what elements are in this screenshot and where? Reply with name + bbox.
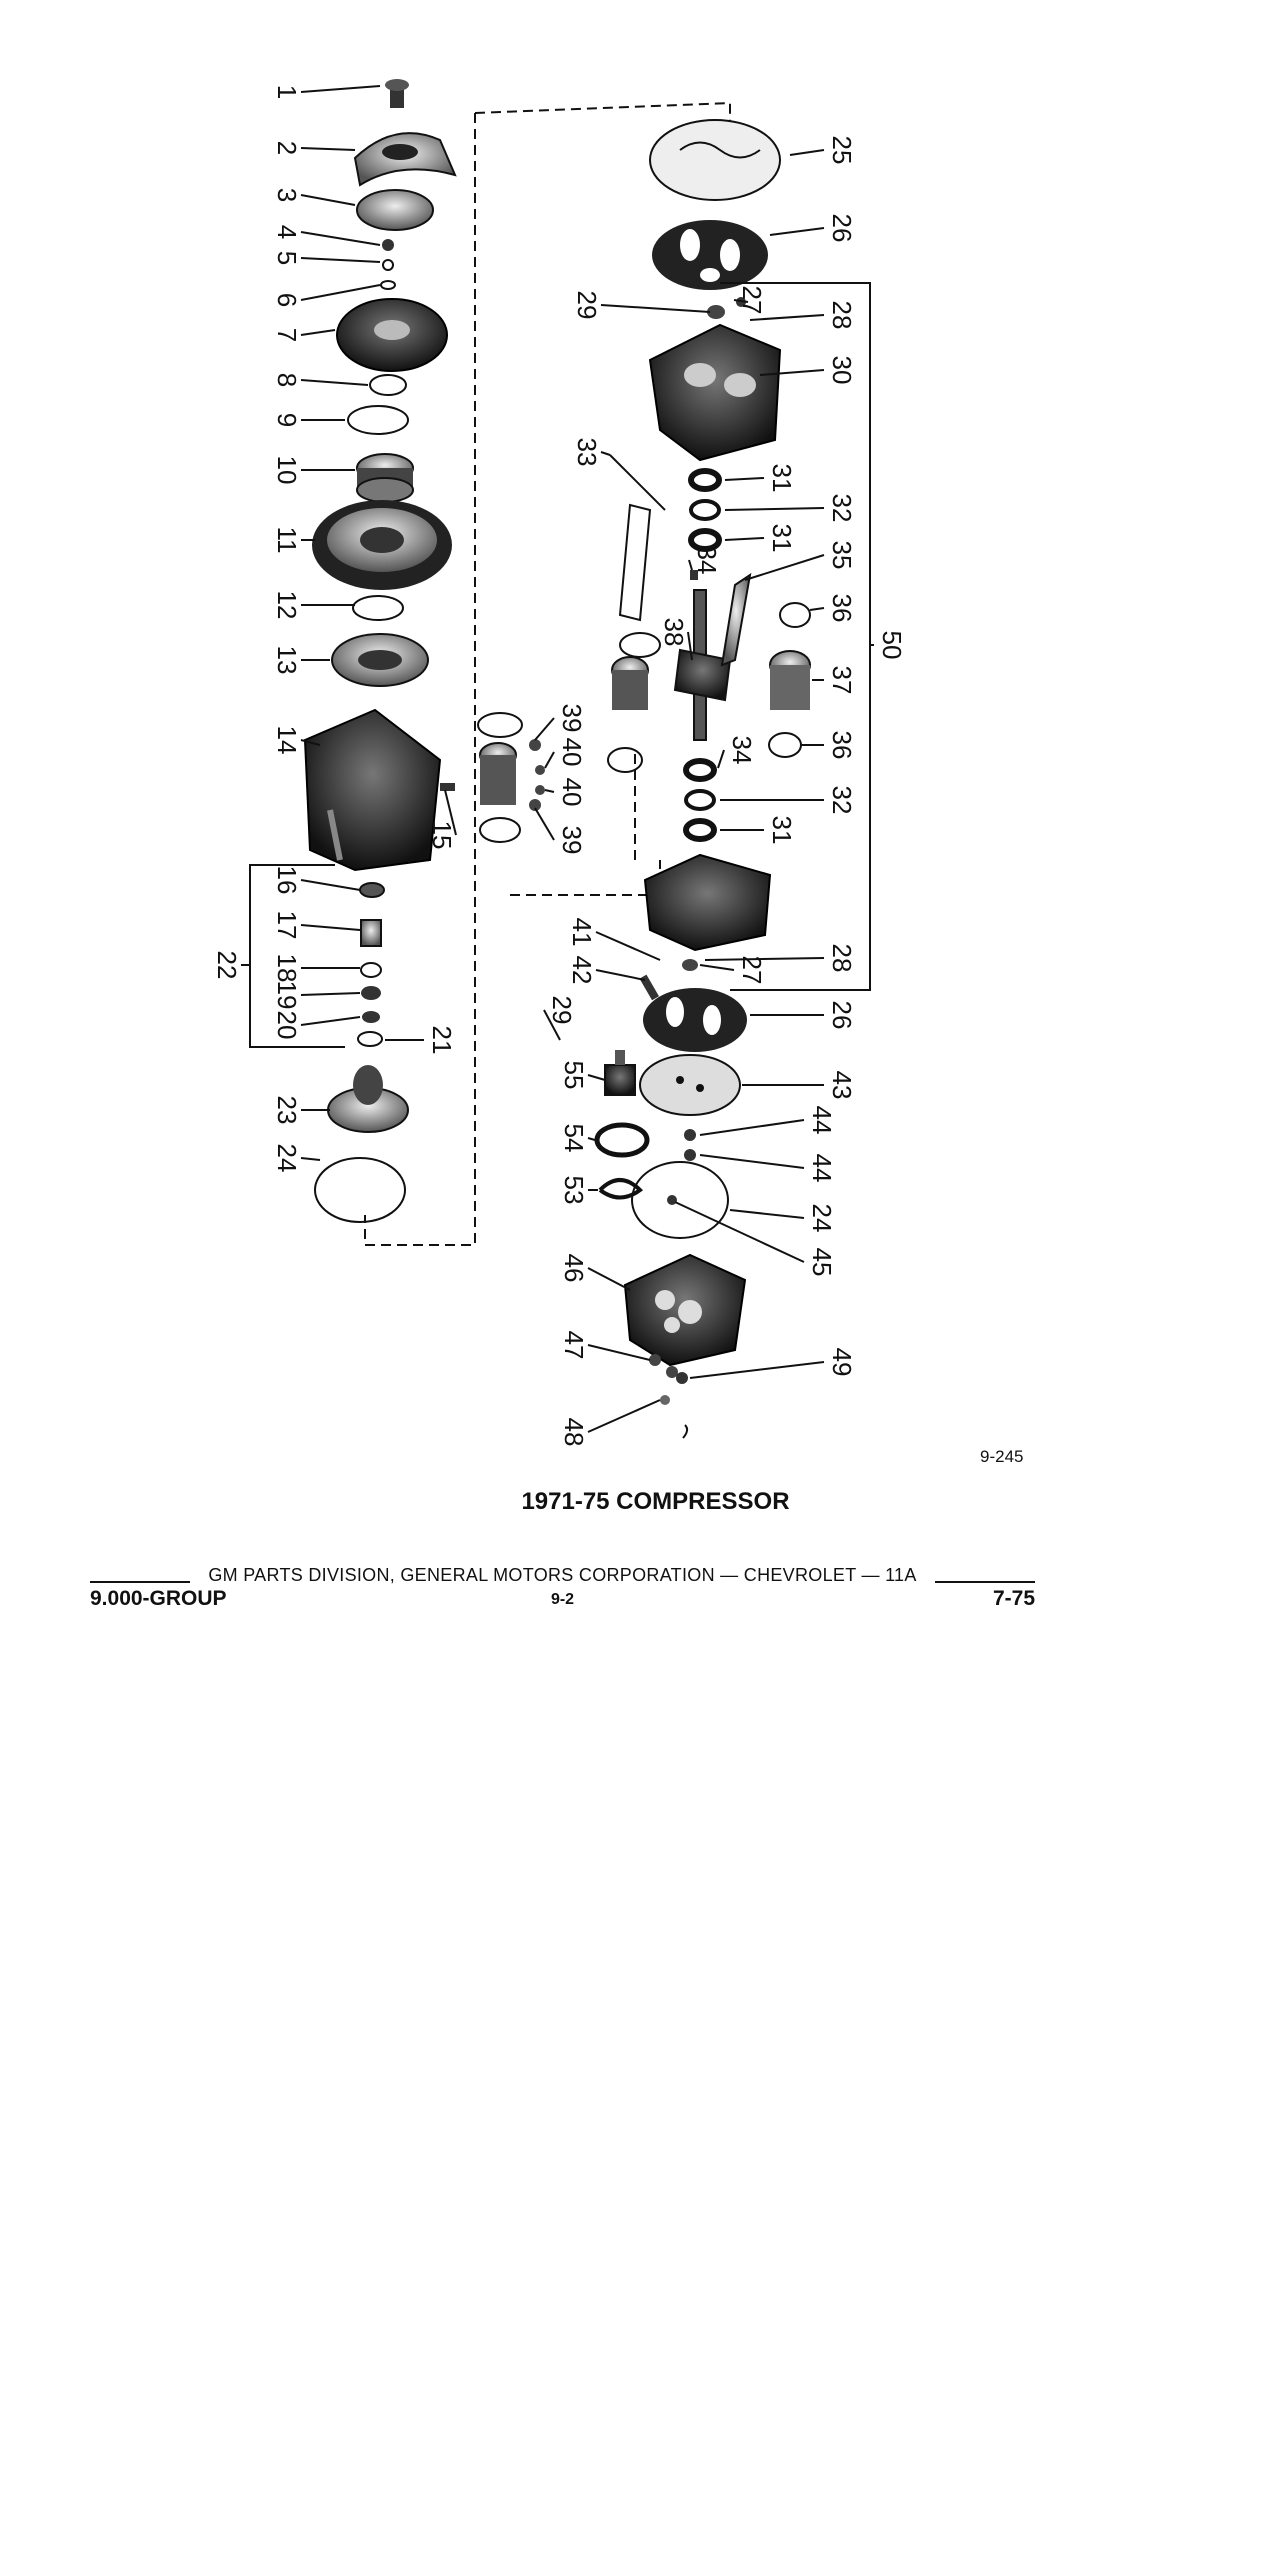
leader-48 xyxy=(588,1400,660,1432)
leader-20 xyxy=(301,1017,360,1025)
callout-43: 43 xyxy=(827,1070,858,1100)
leader-55 xyxy=(588,1075,605,1080)
callout-25: 25 xyxy=(827,135,858,165)
part-37-piston xyxy=(770,651,810,710)
leader-42 xyxy=(596,970,645,980)
leader-46 xyxy=(588,1268,630,1290)
callout-39: 39 xyxy=(557,825,588,855)
part-42-pin xyxy=(640,975,659,1001)
page-footer xyxy=(90,1565,1035,1615)
part-16-seal xyxy=(360,883,384,897)
leader-31 xyxy=(725,478,764,480)
leader-3 xyxy=(301,195,355,205)
callout-49: 49 xyxy=(827,1347,858,1377)
part-12-ring xyxy=(353,596,403,620)
callout-28: 28 xyxy=(827,300,858,330)
callout-27: 27 xyxy=(737,285,768,315)
part-32-washer-b xyxy=(686,791,714,809)
leader-34 xyxy=(718,750,724,768)
callout-20: 20 xyxy=(272,1010,303,1040)
part-32-washer xyxy=(691,501,719,519)
part-25-valve-plate xyxy=(650,120,780,200)
callout-24: 24 xyxy=(807,1203,838,1233)
part-36-ring xyxy=(780,603,810,627)
part-47-fitting xyxy=(649,1354,661,1366)
part-24-o-ring xyxy=(315,1158,405,1222)
part-43-discharge-plate xyxy=(640,1055,740,1115)
part-26-gasket xyxy=(652,220,768,290)
callout-38: 38 xyxy=(659,617,690,647)
leader-2 xyxy=(301,148,355,150)
callout-5: 5 xyxy=(272,250,303,266)
part-29-valve-b xyxy=(682,959,698,971)
callout-36: 36 xyxy=(827,593,858,623)
leader-49 xyxy=(690,1362,824,1378)
part-2-hub xyxy=(355,133,455,185)
callout-19: 19 xyxy=(272,980,303,1010)
callout-1: 1 xyxy=(272,84,303,100)
part-8-ring xyxy=(370,375,406,395)
leader-31 xyxy=(725,538,764,540)
part-36-ring-b xyxy=(769,733,801,757)
leader-40 xyxy=(545,752,554,768)
part-33-spring xyxy=(620,505,650,620)
part-17-sleeve xyxy=(361,920,381,946)
callout-32: 32 xyxy=(827,785,858,815)
callout-54: 54 xyxy=(559,1123,590,1153)
callout-40: 40 xyxy=(557,737,588,767)
part-15-fitting xyxy=(440,783,455,791)
callout-31: 31 xyxy=(767,815,798,845)
callout-31: 31 xyxy=(767,463,798,493)
callout-28: 28 xyxy=(827,943,858,973)
leader-36 xyxy=(810,608,824,610)
part-18-ring xyxy=(361,963,381,977)
part-47-fitting-b xyxy=(666,1366,678,1378)
leader-4 xyxy=(301,232,380,245)
part-31-washer-c xyxy=(686,761,714,779)
footer-group: 9.000-GROUP xyxy=(90,1587,227,1610)
leader-26 xyxy=(770,228,824,235)
callout-37: 37 xyxy=(827,665,858,695)
bracket-line-33 xyxy=(610,455,665,510)
callout-26: 26 xyxy=(827,213,858,243)
figure-id: 9-245 xyxy=(980,1447,1024,1466)
part-5-washer xyxy=(383,260,393,270)
leader-25 xyxy=(790,150,824,155)
callout-15: 15 xyxy=(427,820,458,850)
footer-page-number: 9-2 xyxy=(550,1591,575,1608)
figure-caption: 1971-75 COMPRESSOR xyxy=(521,1488,790,1515)
callout-11: 11 xyxy=(272,526,303,554)
part-24-o-ring-b xyxy=(632,1162,728,1238)
callout-39: 39 xyxy=(557,703,588,733)
leader-35 xyxy=(745,555,824,580)
leader-1 xyxy=(301,86,380,92)
callout-12: 12 xyxy=(272,590,303,620)
part-1-bolt xyxy=(385,79,409,108)
callout-3: 3 xyxy=(272,187,303,203)
callout-36: 36 xyxy=(827,730,858,760)
left-piston-assembly xyxy=(608,633,660,772)
callout-48: 48 xyxy=(559,1417,590,1447)
callout-44: 44 xyxy=(807,1153,838,1183)
callout-40: 40 xyxy=(557,777,588,807)
callout-21: 21 xyxy=(427,1025,458,1055)
part-30-cylinder xyxy=(650,325,780,460)
callout-18: 18 xyxy=(272,953,303,983)
callout-24: 24 xyxy=(272,1143,303,1173)
callout-50: 50 xyxy=(877,630,908,660)
leader-44 xyxy=(700,1120,804,1135)
piston-39-40-assembly xyxy=(478,713,545,842)
leader-27 xyxy=(700,965,734,970)
leader-41 xyxy=(596,932,660,960)
part-48-fitting xyxy=(660,1395,670,1405)
callout-30: 30 xyxy=(827,355,858,385)
callout-2: 2 xyxy=(272,140,303,156)
callout-26: 26 xyxy=(827,1000,858,1030)
callout-23: 23 xyxy=(272,1095,303,1125)
part-45-valve xyxy=(667,1195,677,1205)
leader-7 xyxy=(301,330,335,335)
leader-34 xyxy=(689,560,692,570)
callout-29: 29 xyxy=(547,995,578,1025)
callout-45: 45 xyxy=(807,1247,838,1277)
part-23-seal-plate xyxy=(328,1065,408,1132)
callout-31: 31 xyxy=(767,523,798,553)
part-46-head xyxy=(625,1255,745,1365)
footer-rule-right xyxy=(935,1581,1035,1583)
part-21-ring xyxy=(358,1032,382,1046)
part-4-nut xyxy=(382,239,394,251)
part-14-shell xyxy=(305,710,440,870)
part-20-seal xyxy=(362,1011,380,1023)
leader-40 xyxy=(545,790,554,792)
callout-55: 55 xyxy=(559,1060,590,1090)
part-3-plate xyxy=(357,190,433,230)
callout-41: 41 xyxy=(567,917,598,947)
callout-9: 9 xyxy=(272,412,303,428)
callout-42: 42 xyxy=(567,955,598,985)
callout-10: 10 xyxy=(272,455,303,485)
callout-27: 27 xyxy=(737,955,768,985)
part-44-fitting xyxy=(684,1129,696,1141)
leader-19 xyxy=(301,993,360,995)
callout-34: 34 xyxy=(692,545,723,575)
leader-39 xyxy=(535,718,554,740)
callout-34: 34 xyxy=(727,735,758,765)
part-7-pulley xyxy=(337,299,447,371)
part-54-ring xyxy=(597,1125,647,1155)
part-31-washer-d xyxy=(686,821,714,839)
part-11-coil-pulley xyxy=(312,500,452,590)
leader-28 xyxy=(750,315,824,320)
leader-24 xyxy=(301,1158,320,1160)
part-55-pressure-switch xyxy=(605,1050,635,1095)
callout-13: 13 xyxy=(272,645,303,675)
part-26-gasket-b xyxy=(643,988,747,1052)
lower-cylinder xyxy=(645,855,770,950)
callout-44: 44 xyxy=(807,1105,838,1135)
callout-4: 4 xyxy=(272,224,303,240)
leader-39 xyxy=(535,808,554,840)
part-44-fitting-b xyxy=(684,1149,696,1161)
callout-53: 53 xyxy=(559,1175,590,1205)
callout-6: 6 xyxy=(272,292,303,308)
callout-16: 16 xyxy=(272,865,303,895)
callout-8: 8 xyxy=(272,372,303,388)
part-10-bearing xyxy=(357,454,413,502)
callout-32: 32 xyxy=(827,493,858,523)
leader-5 xyxy=(301,258,380,262)
footer-date: 7-75 xyxy=(992,1587,1035,1610)
callout-46: 46 xyxy=(559,1253,590,1283)
part-31-washer xyxy=(691,471,719,489)
leader-29 xyxy=(601,305,710,312)
leader-44 xyxy=(700,1155,804,1168)
part-6-ring xyxy=(381,281,395,289)
callout-22: 22 xyxy=(212,950,243,980)
callout-7: 7 xyxy=(272,327,303,343)
part-48-ring xyxy=(683,1425,687,1438)
leader-17 xyxy=(301,925,360,930)
leader-24 xyxy=(730,1210,804,1218)
leader-6 xyxy=(301,285,380,300)
part-49-fitting xyxy=(676,1372,688,1384)
part-9-ring xyxy=(348,406,408,434)
part-19-seal xyxy=(361,986,381,1000)
leader-32 xyxy=(725,508,824,510)
footer-organization: GM PARTS DIVISION, GENERAL MOTORS CORPORATION — CHEVROLET — 11A xyxy=(208,1565,917,1585)
callout-14: 14 xyxy=(272,725,303,755)
callout-35: 35 xyxy=(827,540,858,570)
callout-47: 47 xyxy=(559,1330,590,1360)
callout-33: 33 xyxy=(572,437,603,467)
callout-17: 17 xyxy=(272,910,303,940)
part-35-slot xyxy=(722,575,750,665)
leader-8 xyxy=(301,380,368,385)
callout-29: 29 xyxy=(572,290,603,320)
leader-16 xyxy=(301,880,360,890)
part-13-coil xyxy=(332,634,428,686)
